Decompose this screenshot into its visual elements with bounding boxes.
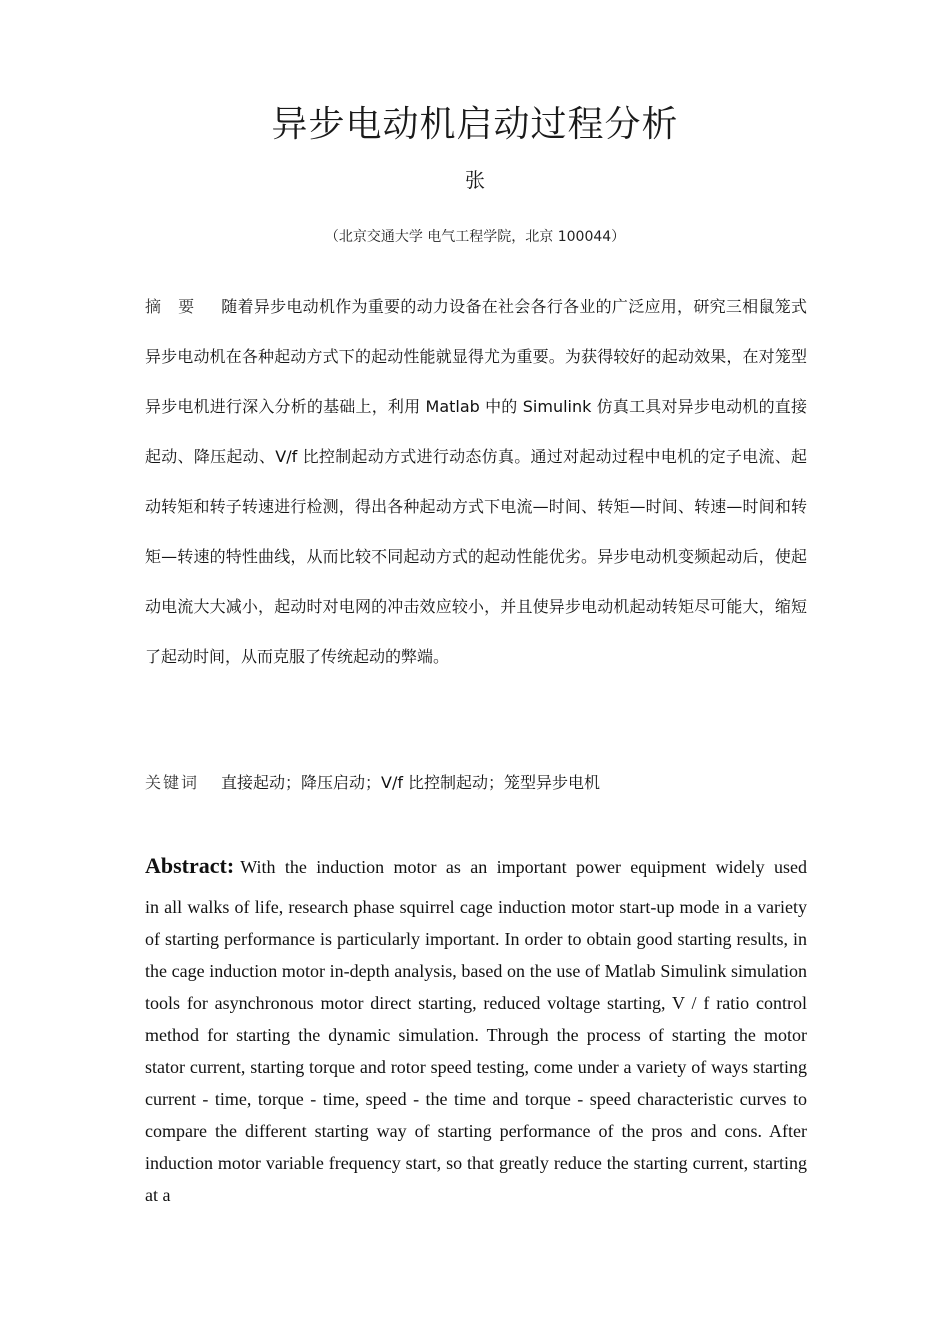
english-abstract [145, 846, 807, 1211]
chinese-abstract-label: 摘 要 [145, 297, 201, 316]
english-abstract-first-text: With the induction motor as an important power equipment widely used [240, 857, 807, 877]
paper-title: 异步电动机启动过程分析 [271, 104, 679, 145]
english-abstract-label: Abstract: [145, 853, 235, 878]
english-abstract-text: in all walks of life, research phase squirrel cage induction motor start-up mode in a variety of starting performance is particularly important. In order to obtain good starting results, in the cage induction motor in-depth analysis, based on the use of Matlab Simulink simulation tools for asynchronous motor direct starting, reduced voltage starting, V / f ratio control method for starting the dynamic simulation. Through the process of starting the motor stator current, starting torque and rotor speed testing, come under a variety of ways starting current - time, torque - time, speed - the time and torque - speed characteristic curves to compare the different starting way of starting performance of the pros and cons. After induction motor variable frequency start, so that greatly reduce the starting current, starting at a [145, 897, 807, 1205]
chinese-keywords [145, 768, 807, 798]
english-abstract-first-line [145, 846, 807, 887]
keywords-text: 直接起动；降压启动；V/f 比控制起动；笼型异步电机 [221, 773, 601, 792]
keywords-label: 关键词 [145, 773, 200, 792]
author-affiliation: （北京交通大学 电气工程学院，北京 100044） [324, 229, 626, 245]
chinese-abstract [145, 282, 807, 682]
chinese-abstract-text: 随着异步电动机作为重要的动力设备在社会各行各业的广泛应用，研究三相鼠笼式异步电动机在各种起动方式下的起动性能就显得尤为重要。为获得较好的起动效果，在对笼型异步电机进行深入分析的基础上，利用 Matlab 中的 Simulink 仿真工具对异步电动机的直接起动、降压起动、V/f 比控制起动方式进行动态仿真。通过对起动过程中电机的定子电流、起动转矩和转子转速进行检测，得出各种起动方式下电流—时间、转矩—时间、转速—时间和转矩—转速的特性曲线，从而比较不同起动方式的起动性能优劣。异步电动机变频起动后，使起动电流大大减小，起动时对电网的冲击效应较小，并且使异步电动机起动转矩尽可能大，缩短了起动时间，从而克服了传统起动的弊端。 [145, 297, 807, 666]
author-name: 张 [465, 168, 485, 192]
